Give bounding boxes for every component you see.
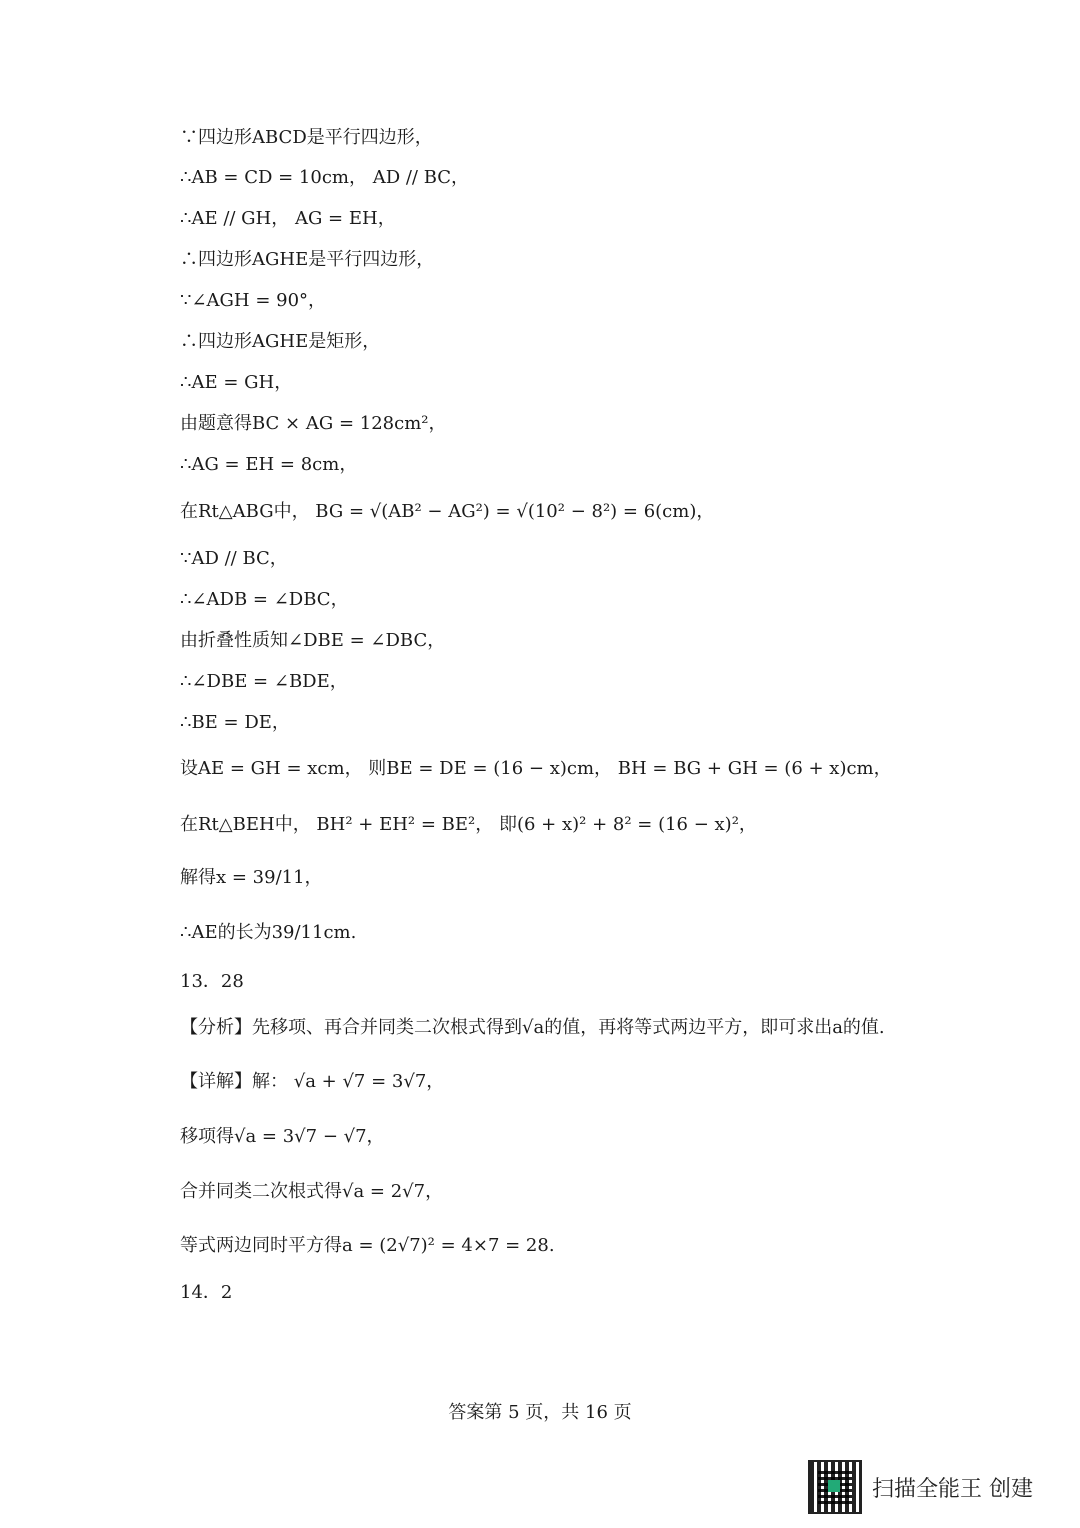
text-line: 合并同类二次根式得√a = 2√7， bbox=[180, 1181, 444, 1202]
text-line: 在Rt△ABG中， BG = √(AB² − AG²) = √(10² − 8²) = 6(cm)， bbox=[180, 501, 715, 522]
text-line: ∴AE的长为39/11cm. bbox=[180, 922, 357, 943]
text-line: 解得x = 39/11， bbox=[180, 867, 323, 888]
text-line: ∴四边形AGHE是矩形， bbox=[180, 331, 381, 352]
text-line: ∴AE = GH， bbox=[180, 372, 293, 393]
text-line: 移项得√a = 3√7 − √7， bbox=[180, 1126, 385, 1147]
text-line: 设AE = GH = xcm， 则BE = DE = (16 − x)cm， BH = BG + GH = (6 + x)cm， bbox=[180, 758, 892, 779]
solution-line: 【详解】解： √a + √7 = 3√7， bbox=[180, 1071, 445, 1092]
text-line: ∵AD // BC， bbox=[180, 548, 288, 569]
text-line: ∴AE // GH， AG = EH， bbox=[180, 208, 396, 229]
text-line: ∴∠ADB = ∠DBC， bbox=[180, 589, 349, 610]
question-number: 13．28 bbox=[180, 971, 244, 992]
text-line: 由折叠性质知∠DBE = ∠DBC， bbox=[180, 630, 446, 651]
text-line: ∴BE = DE， bbox=[180, 712, 290, 733]
watermark-text: 扫描全能王 创建 bbox=[872, 1476, 1033, 1502]
text-line: ∵四边形ABCD是平行四边形， bbox=[180, 127, 433, 148]
page-footer: 答案第 5 页，共 16 页 bbox=[448, 1402, 632, 1423]
qr-code-icon bbox=[808, 1460, 862, 1514]
text-line: ∵∠AGH = 90°， bbox=[180, 290, 327, 311]
text-line: 等式两边同时平方得a = (2√7)² = 4×7 = 28. bbox=[180, 1235, 555, 1256]
analysis-line: 【分析】先移项、再合并同类二次根式得到√a的值，再将等式两边平方，即可求出a的值. bbox=[180, 1017, 885, 1038]
text-line: ∴四边形AGHE是平行四边形， bbox=[180, 249, 435, 270]
text-line: ∴∠DBE = ∠BDE， bbox=[180, 671, 348, 692]
question-number: 14．2 bbox=[180, 1282, 233, 1303]
text-line: 由题意得BC × AG = 128cm²， bbox=[180, 413, 447, 434]
text-line: ∴AG = EH = 8cm， bbox=[180, 454, 358, 475]
scanner-watermark bbox=[808, 1460, 1033, 1514]
text-line: ∴AB = CD = 10cm， AD // BC， bbox=[180, 167, 470, 188]
text-line: 在Rt△BEH中， BH² + EH² = BE²， 即(6 + x)² + 8² = (16 − x)²， bbox=[180, 814, 757, 835]
